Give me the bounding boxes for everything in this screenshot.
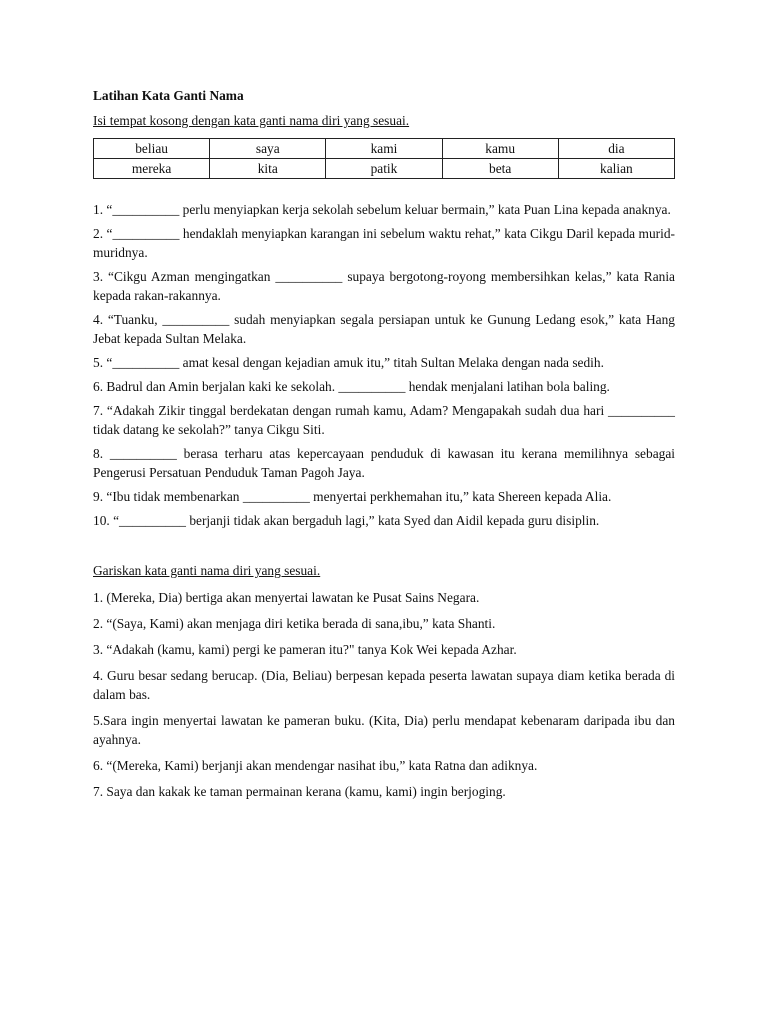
question-item: 4. Guru besar sedang berucap. (Dia, Beliau) berpesan kepada peserta lawatan supaya diam ketika berada di dalam bas.	[93, 668, 675, 702]
pronoun-cell: saya	[210, 139, 326, 159]
pronoun-cell: kamu	[442, 139, 558, 159]
pronoun-cell: mereka	[94, 159, 210, 179]
pronoun-table	[93, 138, 675, 179]
pronoun-cell: beliau	[94, 139, 210, 159]
question-item: 4. “Tuanku, __________ sudah menyiapkan segala persiapan untuk ke Gunung Ledang esok,” kata Hang Jebat kepada Sultan Melaka.	[93, 312, 675, 346]
question-item: 2. “__________ hendaklah menyiapkan karangan ini sebelum waktu rehat,” kata Cikgu Daril kepada murid-muridnya.	[93, 226, 675, 260]
worksheet-page	[93, 86, 675, 808]
section1-instruction: Isi tempat kosong dengan kata ganti nama diri yang sesuai.	[93, 113, 410, 128]
question-item: 3. “Adakah (kamu, kami) pergi ke pameran itu?" tanya Kok Wei kepada Azhar.	[93, 642, 517, 657]
pronoun-cell: patik	[326, 159, 442, 179]
question-item: 6. Badrul dan Amin berjalan kaki ke sekolah. __________ hendak menjalani latihan bola baling.	[93, 379, 610, 394]
question-item: 1. “__________ perlu menyiapkan kerja sekolah sebelum keluar bermain,” kata Puan Lina kepada anaknya.	[93, 202, 671, 217]
pronoun-cell: beta	[442, 159, 558, 179]
question-item: 9. “Ibu tidak membenarkan __________ menyertai perkhemahan itu,” kata Shereen kepada Alia.	[93, 489, 612, 504]
question-item: 3. “Cikgu Azman mengingatkan __________ supaya bergotong-royong membersihkan kelas,” kata Rania kepada rakan-rakannya.	[93, 269, 675, 303]
question-item: 6. “(Mereka, Kami) berjanji akan mendengar nasihat ibu,” kata Ratna dan adiknya.	[93, 758, 538, 773]
pronoun-cell: kami	[326, 139, 442, 159]
question-item: 5. “__________ amat kesal dengan kejadian amuk itu,” titah Sultan Melaka dengan nada sedih.	[93, 355, 604, 370]
fill-in-questions	[93, 200, 675, 530]
question-item: 10. “__________ berjanji tidak akan bergaduh lagi,” kata Syed dan Aidil kepada guru disiplin.	[93, 513, 600, 528]
question-item: 7. Saya dan kakak ke taman permainan kerana (kamu, kami) ingin berjoging.	[93, 784, 506, 799]
worksheet-title: Latihan Kata Ganti Nama	[93, 88, 244, 103]
question-item: 1. (Mereka, Dia) bertiga akan menyertai lawatan ke Pusat Sains Negara.	[93, 590, 480, 605]
question-item: 7. “Adakah Zikir tinggal berdekatan dengan rumah kamu, Adam? Mengapakah sudah dua hari __________ tidak datang ke sekolah?” tanya Cikgu Siti.	[93, 403, 675, 437]
pronoun-cell: kita	[210, 159, 326, 179]
pronoun-cell: kalian	[558, 159, 674, 179]
question-item: 2. “(Saya, Kami) akan menjaga diri ketika berada di sana,ibu,” kata Shanti.	[93, 616, 496, 631]
section2-instruction: Gariskan kata ganti nama diri yang sesuai.	[93, 563, 321, 578]
pronoun-table-row	[94, 139, 675, 159]
question-item: 5.Sara ingin menyertai lawatan ke pameran buku. (Kita, Dia) perlu mendapat kebenaram daripada ibu dan ayahnya.	[93, 713, 675, 747]
pronoun-cell: dia	[558, 139, 674, 159]
underline-questions	[93, 588, 675, 801]
question-item: 8. __________ berasa terharu atas kepercayaan penduduk di kawasan itu kerana memilihnya sebagai Pengerusi Persatuan Penduduk Taman Pagoh Jaya.	[93, 446, 675, 480]
section-spacer	[93, 535, 675, 561]
pronoun-table-row	[94, 159, 675, 179]
